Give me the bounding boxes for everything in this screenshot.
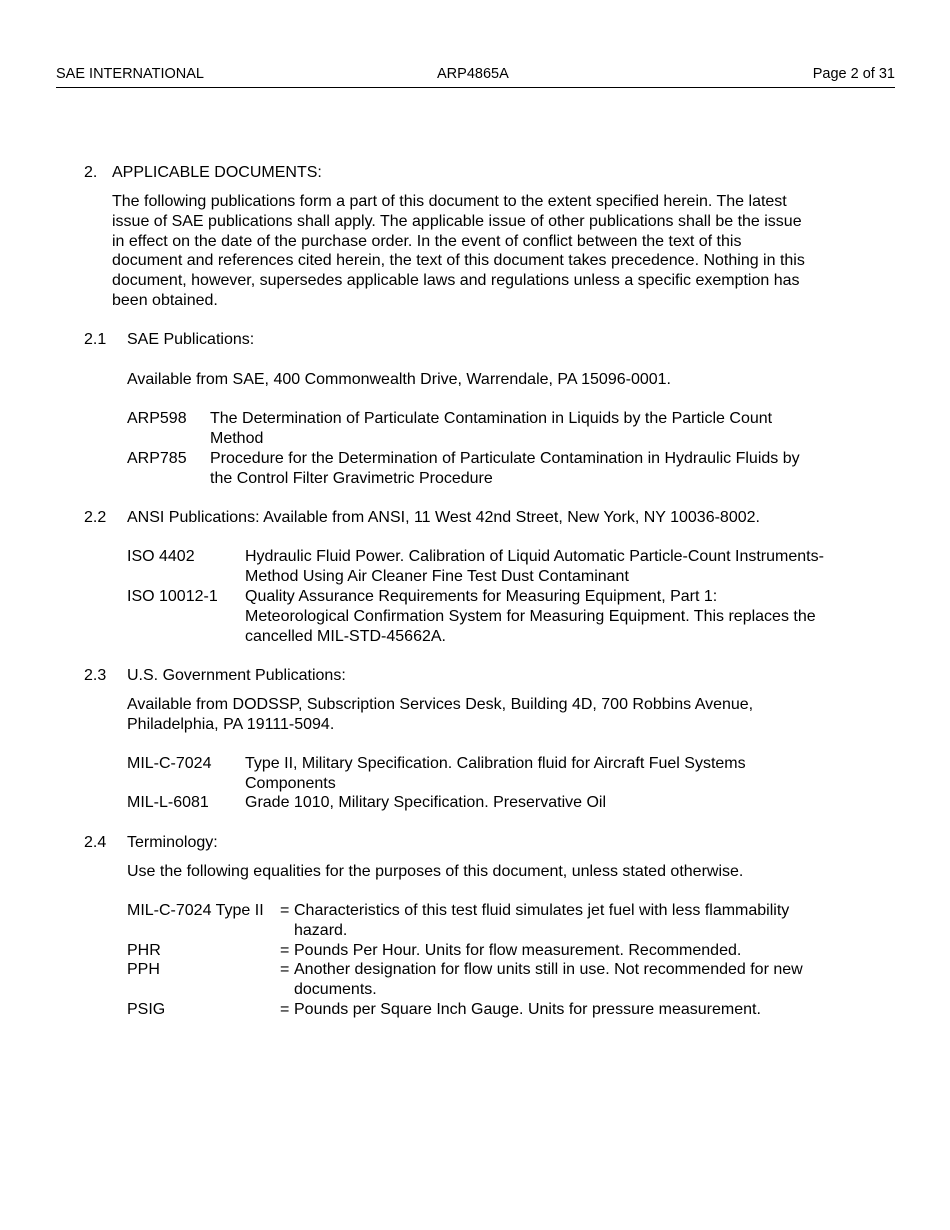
- ref-id-arp598: ARP598: [127, 410, 187, 427]
- ref-desc-line: Procedure for the Determination of Particulate Contamination in Hydraulic Fluids by: [210, 450, 800, 467]
- page-header: [56, 66, 895, 88]
- section-2-3-number: 2.3: [84, 667, 107, 684]
- term-pph: PPH: [127, 961, 160, 978]
- ref-desc-line: Hydraulic Fluid Power. Calibration of Liquid Automatic Particle-Count Instruments-: [245, 548, 824, 565]
- definition-line: documents.: [294, 980, 377, 998]
- section-2-2-title: ANSI Publications: Available from ANSI, 11 West 42nd Street, New York, NY 10036-8002.: [127, 509, 760, 526]
- term-phr: PHR: [127, 942, 161, 959]
- paragraph-line: document, however, supersedes applicable laws and regulations unless a specific exemption has: [112, 272, 800, 290]
- paragraph-line: The following publications form a part of this document to the extent specified herein. The latest: [112, 193, 787, 210]
- ref-desc-iso10012: [245, 587, 816, 646]
- section-2-title: APPLICABLE DOCUMENTS:: [112, 164, 322, 181]
- ref-desc-line: Quality Assurance Requirements for Measuring Equipment, Part 1:: [245, 588, 718, 605]
- definition-line: Pounds Per Hour. Units for flow measurement. Recommended.: [294, 942, 742, 959]
- ref-desc-mil-l-6081: [245, 793, 606, 813]
- ref-id-iso10012: ISO 10012-1: [127, 588, 218, 605]
- availability-line: Philadelphia, PA 19111-5094.: [127, 715, 335, 733]
- ref-desc-line: cancelled MIL-STD-45662A.: [245, 627, 446, 645]
- term-psig: PSIG: [127, 1001, 166, 1018]
- paragraph-line: been obtained.: [112, 291, 218, 309]
- section-2-3-availability: [127, 695, 753, 735]
- section-2-number: 2.: [84, 164, 98, 181]
- section-2-1-title: SAE Publications:: [127, 331, 255, 348]
- ref-desc-line: Type II, Military Specification. Calibration fluid for Aircraft Fuel Systems: [245, 755, 746, 772]
- ref-id-iso4402: ISO 4402: [127, 548, 195, 565]
- term-equals: =: [280, 902, 290, 919]
- term-definition: [294, 1000, 761, 1020]
- ref-desc-line: Meteorological Confirmation System for Measuring Equipment. This replaces the: [245, 607, 816, 625]
- ref-desc-arp785: [210, 449, 800, 489]
- section-2-2-number: 2.2: [84, 509, 107, 526]
- section-2-1-number: 2.1: [84, 331, 107, 348]
- availability-line: Available from DODSSP, Subscription Services Desk, Building 4D, 700 Robbins Avenue,: [127, 696, 754, 713]
- ref-desc-line: Components: [245, 774, 336, 792]
- section-2-4-intro: Use the following equalities for the purposes of this document, unless stated otherwise.: [127, 863, 744, 880]
- term-definition: [294, 960, 803, 1000]
- ref-desc-iso4402: [245, 547, 824, 587]
- definition-line: Pounds per Square Inch Gauge. Units for pressure measurement.: [294, 1001, 761, 1018]
- definition-line: hazard.: [294, 921, 348, 939]
- ref-desc-line: Method: [210, 429, 264, 447]
- section-2-3-title: U.S. Government Publications:: [127, 667, 346, 684]
- term-equals: =: [280, 961, 290, 978]
- header-page-number: Page 2 of 31: [812, 66, 895, 82]
- section-2-1-availability: Available from SAE, 400 Commonwealth Drive, Warrendale, PA 15096-0001.: [127, 371, 671, 388]
- term-equals: =: [280, 942, 290, 959]
- ref-id-mil-l-6081: MIL-L-6081: [127, 794, 209, 811]
- ref-id-arp785: ARP785: [127, 450, 187, 467]
- section-2-4-number: 2.4: [84, 834, 107, 851]
- term-definition: [294, 901, 789, 941]
- paragraph-line: in effect on the date of the purchase order. In the event of conflict between the text of this: [112, 232, 742, 250]
- ref-desc-mil-c-7024: [245, 754, 746, 794]
- ref-desc-line: Method Using Air Cleaner Fine Test Dust Contaminant: [245, 567, 629, 585]
- ref-desc-line: the Control Filter Gravimetric Procedure: [210, 469, 493, 487]
- ref-desc-line: Grade 1010, Military Specification. Preservative Oil: [245, 794, 607, 811]
- ref-desc-line: The Determination of Particulate Contamination in Liquids by the Particle Count: [210, 410, 773, 427]
- header-organization: SAE INTERNATIONAL: [56, 66, 204, 82]
- term-equals: =: [280, 1001, 290, 1018]
- definition-line: Characteristics of this test fluid simulates jet fuel with less flammability: [294, 902, 790, 919]
- paragraph-line: document and references cited herein, the text of this document takes precedence. Nothing in this: [112, 252, 805, 270]
- term-definition: [294, 941, 741, 961]
- paragraph-line: issue of SAE publications shall apply. The applicable issue of other publications shall be the issue: [112, 212, 802, 230]
- ref-id-mil-c-7024: MIL-C-7024: [127, 755, 212, 772]
- ref-desc-arp598: [210, 409, 772, 449]
- section-2-4-title: Terminology:: [127, 834, 218, 851]
- header-document-number: ARP4865A: [437, 66, 509, 82]
- section-2-paragraph: [112, 192, 872, 311]
- definition-line: Another designation for flow units still in use. Not recommended for new: [294, 961, 803, 978]
- term-mil-c-7024-type-ii: MIL-C-7024 Type II: [127, 902, 264, 919]
